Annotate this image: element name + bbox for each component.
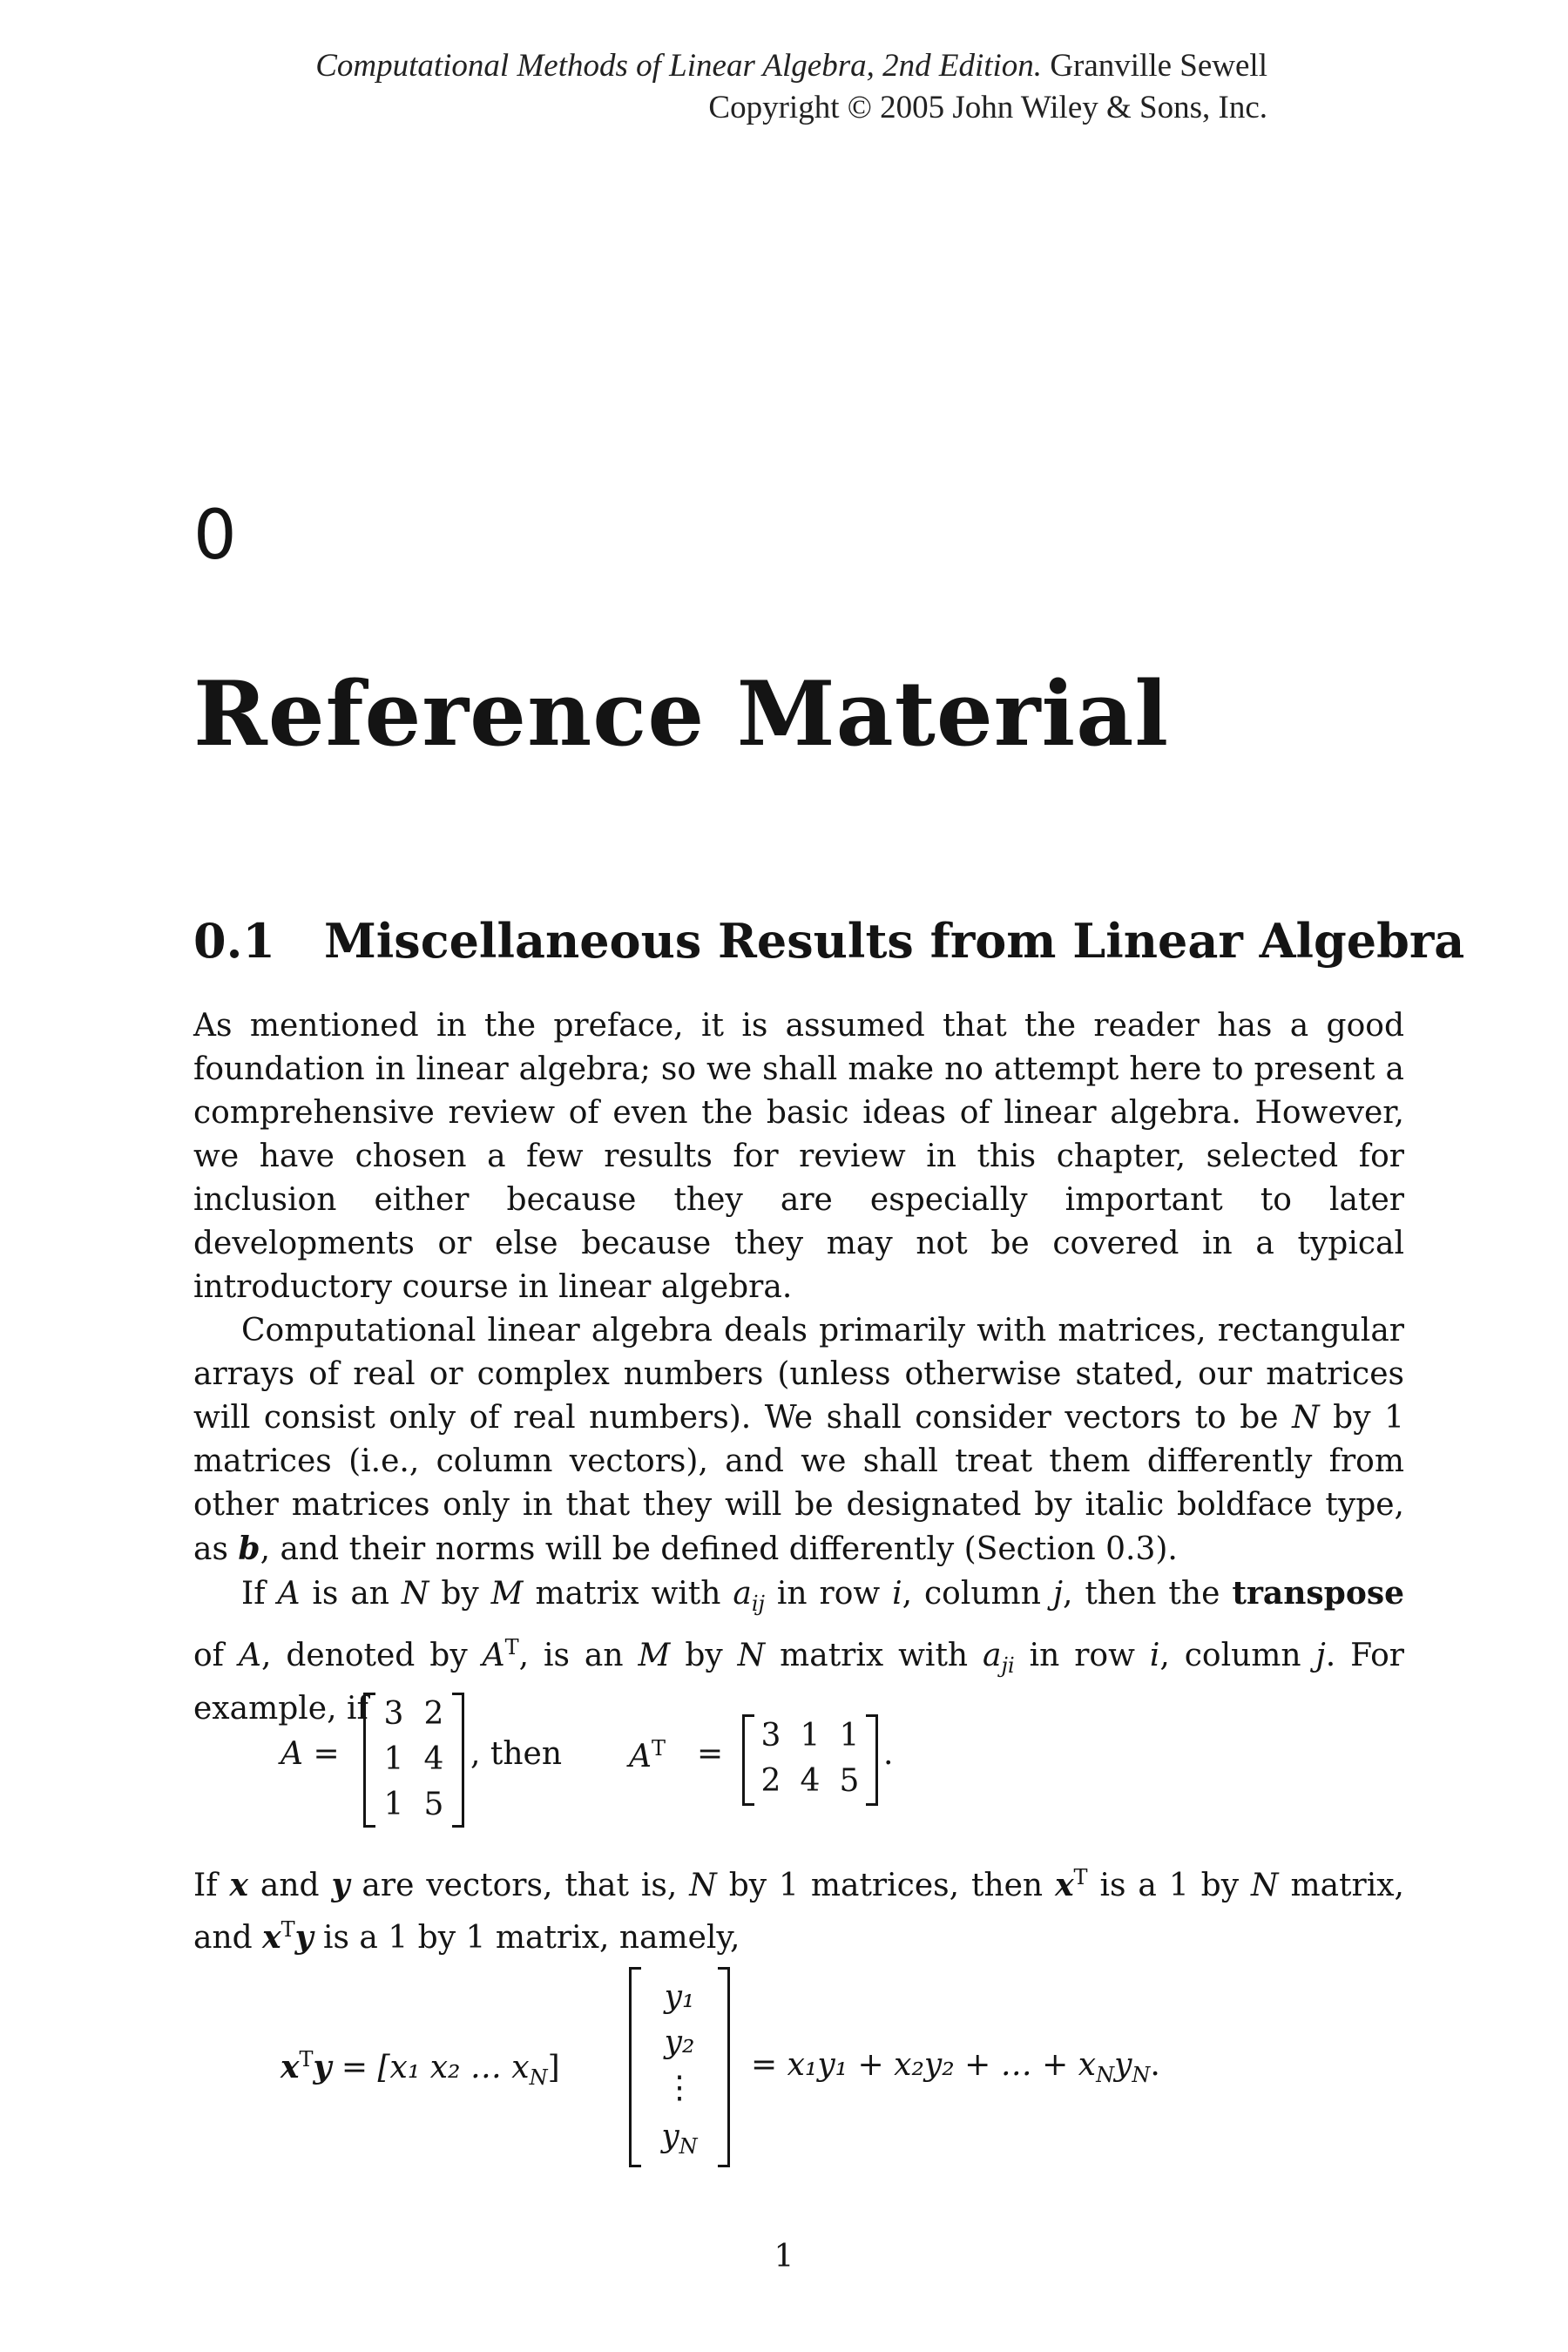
p3-v5: i — [892, 1576, 902, 1612]
p2-text-a: Computational linear algebra deals primarily with matrices, rectangular arrays of real or complex numbers (unless otherwise stated, our matrices will consist only of real numbers). We shall consider vectors to be — [193, 1313, 1404, 1436]
p3-t7: , then the — [1062, 1576, 1233, 1612]
p3-t12: matrix with — [765, 1638, 983, 1674]
p2-var-n: N — [1292, 1400, 1320, 1436]
body-text — [193, 1004, 1404, 1731]
p3-term-transpose: transpose — [1232, 1575, 1405, 1612]
copyright-line: Copyright © 2005 John Wiley & Sons, Inc. — [708, 90, 1267, 125]
book-title: Computational Methods of Linear Algebra, 2nd Edition. — [315, 48, 1043, 84]
matrix-at-cell: 5 — [839, 1763, 860, 1799]
column-vector-cell: y₁ — [664, 1979, 695, 2015]
p3-t15: . For example, if — [193, 1638, 1405, 1727]
paragraph-2 — [193, 1309, 1404, 1571]
matrix-a-cell: 3 — [383, 1696, 404, 1732]
matrix-a-cell: 4 — [423, 1741, 444, 1777]
column-vector-last-sub: N — [679, 2134, 698, 2159]
matrix-at-cell: 4 — [800, 1763, 821, 1799]
matrix-a-cell: 5 — [423, 1787, 444, 1822]
eq2-rhs-y: y — [1114, 2047, 1132, 2083]
p3-t4: matrix with — [523, 1576, 733, 1612]
eq2-y: y — [313, 2049, 332, 2085]
matrix-a-transpose — [742, 1714, 878, 1806]
p3-t14: , column — [1159, 1638, 1316, 1674]
p4-v1: x — [229, 1867, 248, 1903]
running-header — [315, 45, 1267, 129]
p3-t13: in row — [1014, 1638, 1150, 1674]
column-vector-cell — [649, 2115, 710, 2168]
p4-v5: N — [1251, 1868, 1279, 1903]
p3-v2: N — [401, 1576, 429, 1612]
p3-v11-sub: ji — [1001, 1653, 1015, 1679]
column-vector-cell: ⋮ — [664, 2070, 695, 2105]
matrix-a-cell: 1 — [383, 1787, 404, 1822]
p4-t7: is a 1 by 1 matrix, namely, — [313, 1920, 740, 1956]
p3-t11: by — [670, 1638, 738, 1674]
chapter-title: Reference Material — [193, 662, 1170, 767]
p3-v4: a — [733, 1576, 752, 1612]
eq2-row-sub: N — [529, 2065, 548, 2091]
p3-v7: A — [238, 1638, 261, 1674]
column-vector-last: y — [661, 2119, 679, 2154]
p3-t10: , is an — [518, 1638, 639, 1674]
chapter-number: 0 — [193, 497, 237, 575]
eq1-at-label — [629, 1736, 666, 1774]
p3-v3: M — [490, 1576, 524, 1612]
eq2-rhs-sum: = x₁y₁ + x₂y₂ + … + x — [751, 2047, 1097, 2083]
p4-v6-sup: T — [280, 1917, 295, 1942]
p3-t1: If — [241, 1576, 278, 1612]
eq2-row-close: ] — [547, 2050, 560, 2085]
p3-v12: i — [1149, 1638, 1160, 1674]
section-title: Miscellaneous Results from Linear Algebra — [324, 913, 1465, 969]
p3-v11: a — [983, 1638, 1002, 1674]
p4-t6: matrix, and — [193, 1868, 1404, 1956]
page-number: 1 — [774, 2239, 794, 2274]
eq2-rhs — [751, 2047, 1160, 2087]
section-heading — [193, 910, 1464, 971]
p4-t3: are vectors, that is, — [349, 1868, 690, 1903]
eq2-row-vector: = [x₁ x₂ … x — [341, 2050, 530, 2085]
p3-t3: by — [429, 1576, 491, 1612]
equation-inner-product — [280, 1967, 1326, 2167]
eq2-rhs-sub2: N — [1132, 2063, 1151, 2088]
column-vector-cell: y₂ — [664, 2024, 695, 2060]
eq2-lhs — [280, 2047, 560, 2090]
p4-v7: y — [294, 1919, 314, 1956]
p3-t9: , denoted by — [260, 1638, 483, 1674]
matrix-a-cell: 1 — [383, 1741, 404, 1777]
p3-v8: A — [482, 1638, 505, 1674]
p2-text-c: , and their norms will be defined differently (Section 0.3). — [260, 1531, 1178, 1567]
p4-v3: N — [689, 1868, 717, 1903]
p3-v1: A — [277, 1576, 301, 1612]
p3-v10: N — [737, 1638, 766, 1674]
eq1-at-sup: T — [652, 1736, 666, 1761]
paragraph-1: As mentioned in the preface, it is assumed that the reader has a good foundation in linear algebra; so we shall make no attempt here to present a comprehensive review of even the basic ideas of linear algebra. However, we have chosen a few results for review in this chapter, selected for inclusion either because they are especially important to later developments or else because they may not be covered in a typical introductory course in linear algebra. — [193, 1008, 1404, 1305]
p3-v6: j — [1052, 1576, 1063, 1612]
p4-v2: y — [331, 1867, 350, 1903]
p3-v8-sup: T — [504, 1635, 519, 1660]
equation-transpose-example — [280, 1686, 1152, 1834]
matrix-at-cell: 2 — [760, 1763, 781, 1799]
p3-t6: , column — [902, 1576, 1053, 1612]
p3-v4-sub: ij — [751, 1592, 765, 1617]
p4-v4-sup: T — [1073, 1865, 1088, 1889]
p3-v9: M — [638, 1638, 671, 1674]
eq2-rhs-end: . — [1150, 2047, 1160, 2083]
eq1-period: . — [883, 1736, 894, 1772]
eq1-equals: = — [697, 1736, 724, 1772]
p4-v6: x — [262, 1919, 281, 1956]
matrix-at-cell: 1 — [839, 1718, 860, 1754]
p3-v13: j — [1315, 1638, 1326, 1674]
matrix-at-cell: 1 — [800, 1718, 821, 1754]
p4-t4: by 1 matrices, then — [716, 1868, 1056, 1903]
p3-t2: is an — [300, 1576, 402, 1612]
p4-t1: If — [193, 1868, 230, 1903]
header-line-1 — [315, 45, 1267, 87]
eq1-at-var: A — [629, 1739, 652, 1774]
eq2-rhs-sub1: N — [1096, 2063, 1115, 2088]
matrix-a-cell: 2 — [423, 1696, 444, 1732]
section-number: 0.1 — [193, 913, 275, 969]
p2-var-b: b — [238, 1531, 260, 1567]
p4-t5: is a 1 by — [1087, 1868, 1251, 1903]
author-name: Granville Sewell — [1050, 48, 1267, 84]
matrix-at-cell: 3 — [760, 1718, 781, 1754]
p3-t8: of — [193, 1638, 239, 1674]
paragraph-4 — [193, 1855, 1404, 1960]
eq2-x: x — [280, 2049, 300, 2085]
p4-v4: x — [1055, 1867, 1074, 1903]
p2-text-b: by 1 matrices (i.e., column vectors), and we shall treat them differently from other matrices only in that they will be designated by italic boldface type, as — [193, 1400, 1404, 1567]
p4-t2: and — [247, 1868, 332, 1903]
eq1-then: , then — [470, 1736, 563, 1772]
eq2-t-sup: T — [299, 2047, 314, 2072]
eq1-lhs: A = — [280, 1736, 340, 1772]
matrix-a — [363, 1693, 464, 1828]
column-vector-y — [629, 1967, 730, 2167]
p3-t5: in row — [764, 1576, 893, 1612]
